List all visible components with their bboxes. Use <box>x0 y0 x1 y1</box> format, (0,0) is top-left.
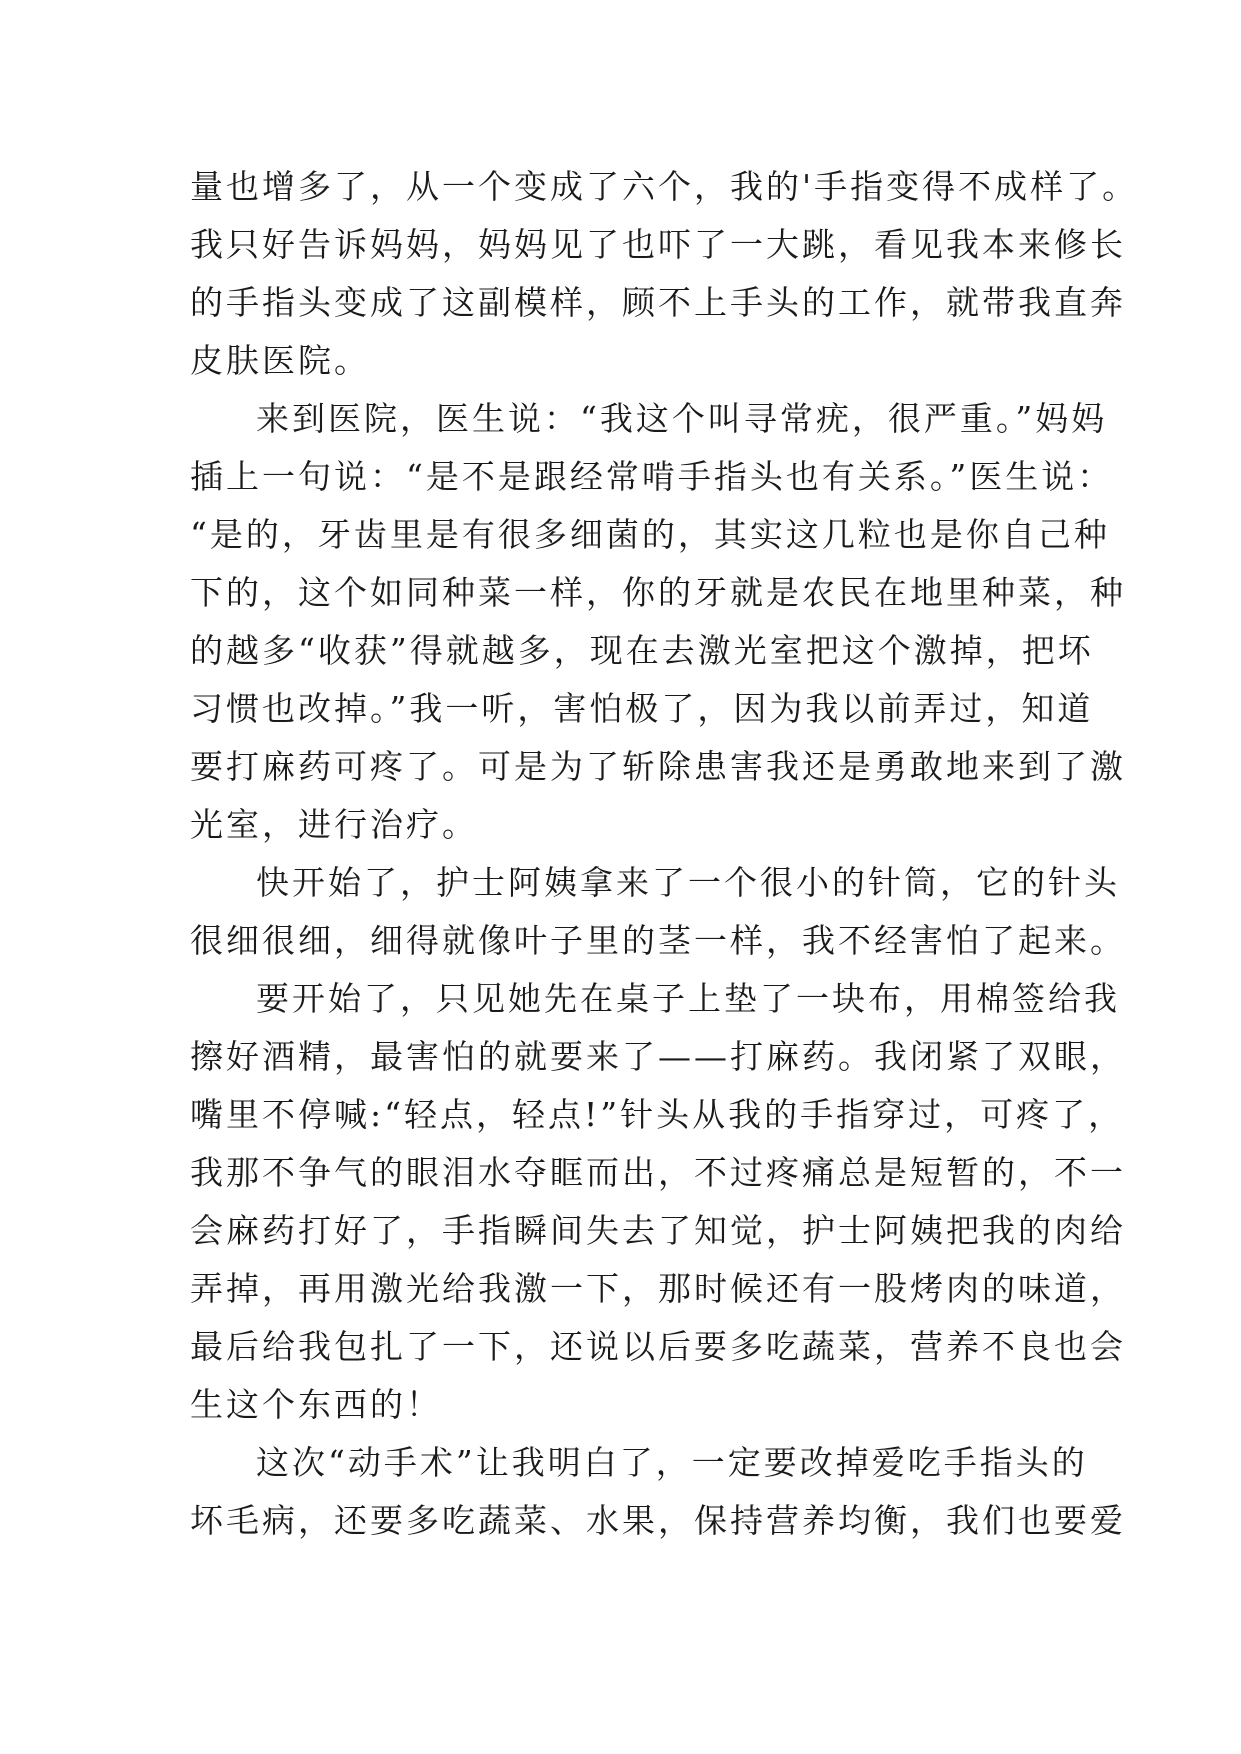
text-line: 插上一句说：“是不是跟经常啃手指头也有关系。”医生说： <box>190 457 1114 496</box>
text-line: 下的，这个如同种菜一样，你的牙就是农民在地里种菜，种 <box>190 573 1126 612</box>
text-line: 光室，进行治疗。 <box>190 805 478 844</box>
paragraph-start-line: 快开始了，护士阿姨拿来了一个很小的针筒，它的针头 <box>256 863 1120 902</box>
text-line: 嘴里不停喊:“轻点，轻点!”针头从我的手指穿过，可疼了， <box>190 1095 1125 1134</box>
text-line: 弄掉，再用激光给我激一下，那时候还有一股烤肉的味道， <box>190 1269 1126 1308</box>
text-line: 坏毛病，还要多吃蔬菜、水果，保持营养均衡，我们也要爱 <box>190 1501 1126 1540</box>
body-text <box>190 158 1139 1550</box>
text-line: 的手指头变成了这副模样，顾不上手头的工作，就带我直奔 <box>190 283 1126 322</box>
paragraph-start-line: 要开始了，只见她先在桌子上垫了一块布，用棉签给我 <box>256 979 1120 1018</box>
text-line: 我只好告诉妈妈，妈妈见了也吓了一大跳，看见我本来修长 <box>190 225 1126 264</box>
paragraph-start-line: 这次“动手术”让我明白了，一定要改掉爱吃手指头的 <box>256 1443 1088 1482</box>
text-line: 皮肤医院。 <box>190 341 370 380</box>
text-line: 的越多“收获”得就越多，现在去激光室把这个激掉，把坏 <box>190 631 1094 670</box>
text-line: 很细很细，细得就像叶子里的茎一样，我不经害怕了起来。 <box>190 921 1126 960</box>
text-line: 要打麻药可疼了。可是为了斩除患害我还是勇敢地来到了激 <box>190 747 1126 786</box>
text-line: 量也增多了，从一个变成了六个，我的'手指变得不成样了。 <box>190 167 1139 206</box>
text-line: 擦好酒精，最害怕的就要来了——打麻药。我闭紧了双眼， <box>190 1037 1126 1076</box>
text-line: 最后给我包扎了一下，还说以后要多吃蔬菜，营养不良也会 <box>190 1327 1126 1366</box>
paragraph-start-line: 来到医院，医生说：“我这个叫寻常疣，很严重。”妈妈 <box>256 399 1108 438</box>
text-line: 习惯也改掉。”我一听，害怕极了，因为我以前弄过，知道 <box>190 689 1094 728</box>
text-line: “是的，牙齿里是有很多细菌的，其实这几粒也是你自己种 <box>190 515 1110 554</box>
text-line: 我那不争气的眼泪水夺眶而出，不过疼痛总是短暂的，不一 <box>190 1153 1126 1192</box>
text-line: 生这个东西的！ <box>190 1385 442 1424</box>
text-line: 会麻药打好了，手指瞬间失去了知觉，护士阿姨把我的肉给 <box>190 1211 1126 1250</box>
